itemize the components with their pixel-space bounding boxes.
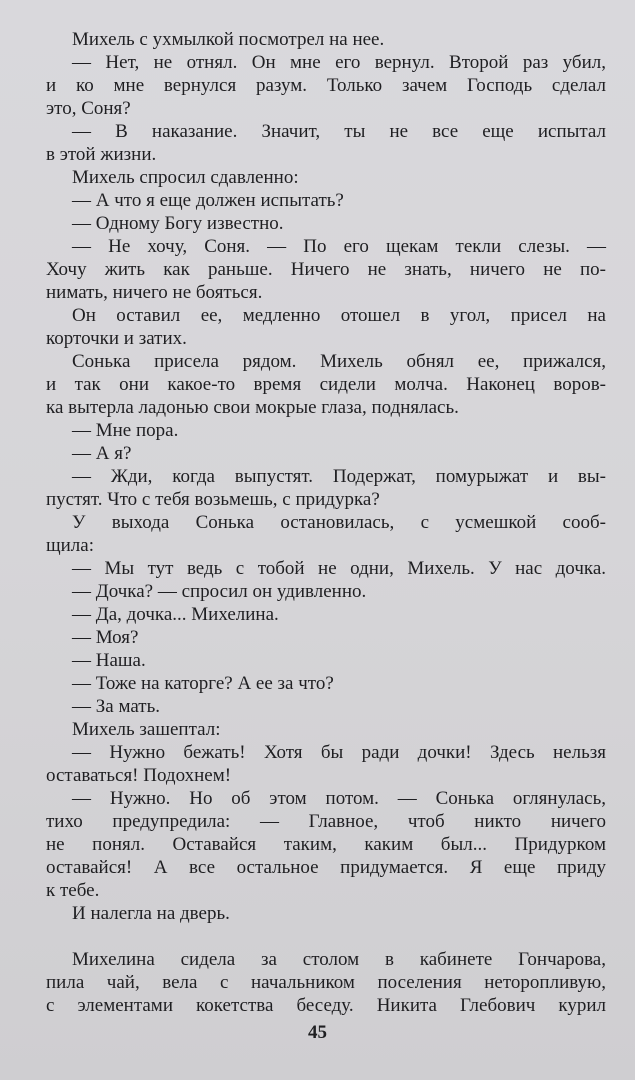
text-line: Хочу жить как раньше. Ничего не знать, ничего не по- [46,259,606,280]
text-line: — За мать. [72,696,161,717]
text-line: У выхода Сонька остановилась, с усмешкой сооб- [72,512,606,533]
text-line: щила: [46,535,94,556]
text-line: Михель с ухмылкой посмотрел на нее. [72,29,385,50]
text-line: — Тоже на каторге? А ее за что? [72,673,334,694]
text-line: оставайся! А все остальное придумается. Я еще приду [46,857,606,878]
section-gap [46,925,606,948]
text-line: — Мы тут ведь с тобой не одни, Михель. У нас дочка. [72,558,606,579]
text-line: — Жди, когда выпустят. Подержат, помурыжат и вы- [72,466,606,487]
text-line: и так они какое-то время сидели молча. Наконец воров- [46,374,606,395]
text-line: пила чай, вела с начальником поселения неторопливую, [46,972,606,993]
text-line: Михель спросил сдавленно: [72,167,299,188]
text-line: — Мне пора. [72,420,179,441]
page-number: 45 [308,1022,327,1043]
text-line: Михелина сидела за столом в кабинете Гончарова, [72,949,606,970]
text-line: — Да, дочка... Михелина. [72,604,279,625]
text-line: тихо предупредила: — Главное, чтоб никто ничего [46,811,606,832]
text-line: — Наша. [72,650,146,671]
text-line: это, Соня? [46,98,131,119]
text-line: — В наказание. Значит, ты не все еще испытал [72,121,606,142]
text-line: корточки и затих. [46,328,187,349]
text-line: — Не хочу, Соня. — По его щекам текли слезы. — [72,236,606,257]
text-line: — Нужно бежать! Хотя бы ради дочки! Здесь нельзя [72,742,606,763]
body-text [46,28,606,1017]
text-line: к тебе. [46,880,100,901]
text-line: — А я? [72,443,132,464]
text-line: пустят. Что с тебя возьмешь, с придурка? [46,489,380,510]
text-line: — Одному Богу известно. [72,213,284,234]
text-line: — Моя? [72,627,139,648]
text-line: — Дочка? — спросил он удивленно. [72,581,367,602]
text-line: — Нужно. Но об этом потом. — Сонька оглянулась, [72,788,606,809]
text-line: ка вытерла ладонью свои мокрые глаза, поднялась. [46,397,459,418]
text-line: в этой жизни. [46,144,157,165]
text-line: Сонька присела рядом. Михель обнял ее, прижался, [72,351,606,372]
text-line: оставаться! Подохнем! [46,765,232,786]
text-line: нимать, ничего не бояться. [46,282,263,303]
text-line: — Нет, не отнял. Он мне его вернул. Второй раз убил, [72,52,606,73]
text-line: Михель зашептал: [72,719,221,740]
text-line: с элементами кокетства беседу. Никита Глебович курил [46,995,606,1016]
text-line: Он оставил ее, медленно отошел в угол, присел на [72,305,606,326]
text-line: — А что я еще должен испытать? [72,190,344,211]
text-line: И налегла на дверь. [72,903,230,924]
text-line: не понял. Оставайся таким, каким был... Придурком [46,834,606,855]
text-line: и ко мне вернулся разум. Только зачем Господь сделал [46,75,606,96]
